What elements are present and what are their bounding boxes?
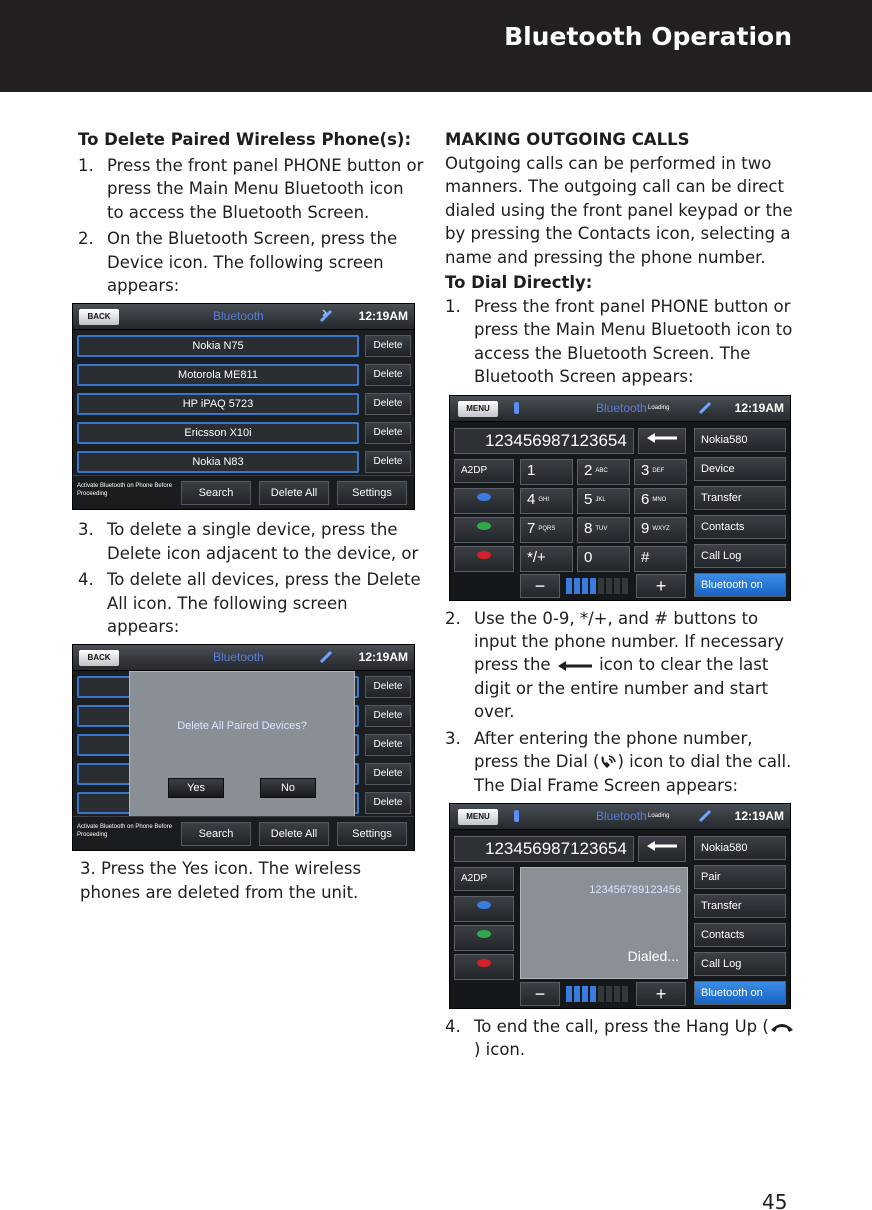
device-row[interactable]: Nokia N83 xyxy=(77,451,359,473)
bluetooth-wrench-icon xyxy=(317,307,335,325)
transfer-audio-icon xyxy=(474,489,494,505)
key-letters: GHI xyxy=(538,496,550,503)
back-button[interactable]: BACK xyxy=(79,309,119,325)
keypad-key[interactable] xyxy=(634,546,687,572)
side-button-nokia580[interactable]: Nokia580 xyxy=(694,836,786,860)
delete-button[interactable]: Delete xyxy=(365,676,411,698)
keypad-key[interactable] xyxy=(520,546,573,572)
volume-down-button[interactable]: − xyxy=(520,982,560,1006)
step-text: To delete all devices, press the Delete All icon. The following screen appears: xyxy=(107,570,421,637)
hang-up-icon xyxy=(474,955,494,971)
settings-button[interactable]: Settings xyxy=(337,822,407,846)
delete-heading: To Delete Paired Wireless Phone(s): xyxy=(78,130,412,149)
delete-button[interactable]: Delete xyxy=(365,792,411,814)
list-item xyxy=(78,568,424,638)
screen-title: Bluetooth xyxy=(213,650,264,665)
delete-steps-b xyxy=(78,518,424,638)
volume-up-button[interactable]: + xyxy=(636,982,686,1006)
delete-button[interactable]: Delete xyxy=(365,451,411,473)
side-button-transfer[interactable]: Transfer xyxy=(694,486,786,510)
volume-level-icon xyxy=(566,578,632,594)
device-row[interactable]: Nokia N75 xyxy=(77,335,359,357)
search-button[interactable]: Search xyxy=(181,481,251,505)
key-digit: */+ xyxy=(527,548,546,566)
backspace-button[interactable] xyxy=(638,428,686,454)
delete-button[interactable]: Delete xyxy=(365,422,411,444)
left-column xyxy=(78,128,424,904)
step-number: 3. xyxy=(445,728,461,748)
phone-number-field: 123456987123654 xyxy=(454,428,634,454)
backspace-arrow-icon xyxy=(645,432,679,444)
delete-button[interactable]: Delete xyxy=(365,364,411,386)
list-item xyxy=(78,154,424,224)
bluetooth-icon xyxy=(508,807,526,825)
keypad-key[interactable] xyxy=(634,459,687,485)
phone-status-bar xyxy=(450,396,790,422)
confirm-screen xyxy=(72,644,415,851)
keypad-key[interactable] xyxy=(634,488,687,514)
phone-number-field: 123456987123654 xyxy=(454,836,634,862)
activate-note: Activate Bluetooth on Phone Before Proceeding xyxy=(77,483,173,498)
delete-button[interactable]: Delete xyxy=(365,705,411,727)
clock: 12:19AM xyxy=(358,650,408,665)
key-digit: # xyxy=(641,548,650,566)
screen-title: Bluetooth xyxy=(596,400,647,415)
volume-bar xyxy=(566,578,632,594)
step-number: 2. xyxy=(445,608,461,628)
page-title: Bluetooth Operation xyxy=(504,22,792,51)
dial-phone-button[interactable] xyxy=(454,517,514,543)
dial-phone-icon xyxy=(474,518,494,534)
step-text: To delete a single device, press the Delete icon adjacent to the device, or xyxy=(107,520,419,563)
transfer-audio-icon xyxy=(474,897,494,913)
keypad-key[interactable] xyxy=(520,517,573,543)
key-digit: 9 xyxy=(641,519,650,537)
dial-status: Dialed... xyxy=(627,947,679,964)
delete-button[interactable]: Delete xyxy=(365,763,411,785)
key-letters: TUV xyxy=(595,525,608,532)
hang-up-icon xyxy=(474,547,494,563)
list-item xyxy=(445,727,795,797)
keypad-key[interactable] xyxy=(520,459,573,485)
dial-phone-button[interactable] xyxy=(454,925,514,951)
search-button[interactable]: Search xyxy=(181,822,251,846)
no-button[interactable]: No xyxy=(260,778,316,798)
dial-phone-icon xyxy=(599,754,617,771)
device-row[interactable]: Ericsson X10i xyxy=(77,422,359,444)
key-digit: 7 xyxy=(527,519,536,537)
bluetooth-wrench-icon xyxy=(696,399,714,417)
side-button-contacts[interactable]: Contacts xyxy=(694,923,786,947)
loading-label: Loading xyxy=(648,404,670,411)
hang-up-button[interactable] xyxy=(454,546,514,572)
dial-phone-icon xyxy=(474,926,494,942)
page-number: 45 xyxy=(762,1190,788,1210)
delete-steps-a xyxy=(78,154,424,297)
screen-title: Bluetooth xyxy=(596,808,647,823)
bluetooth-icon xyxy=(508,399,526,417)
key-digit: 2 xyxy=(584,461,593,479)
delete-button[interactable]: Delete xyxy=(365,393,411,415)
list-item xyxy=(445,1015,795,1062)
step-number: 2. xyxy=(78,229,94,249)
delete-button[interactable]: Delete xyxy=(365,335,411,357)
backspace-button[interactable] xyxy=(638,836,686,862)
delete-all-button[interactable]: Delete All xyxy=(259,481,329,505)
dialog-message: Delete All Paired Devices? xyxy=(177,720,307,733)
phone-screen xyxy=(449,395,791,601)
clock: 12:19AM xyxy=(358,309,408,324)
confirm-status-bar xyxy=(73,645,414,671)
device-footer xyxy=(73,475,414,509)
menu-button[interactable]: MENU xyxy=(458,809,498,825)
side-button-bluetooth-on[interactable]: Bluetooth on xyxy=(694,981,786,1005)
keypad-key[interactable] xyxy=(577,488,630,514)
key-digit: 3 xyxy=(641,461,650,479)
delete-step-yes: 3. Press the Yes icon. The wireless phones are deleted from the unit. xyxy=(80,859,362,902)
settings-button[interactable]: Settings xyxy=(337,481,407,505)
side-button-nokia580[interactable]: Nokia580 xyxy=(694,428,786,452)
delete-button[interactable]: Delete xyxy=(365,734,411,756)
right-column xyxy=(445,128,795,1065)
key-digit: 0 xyxy=(584,548,593,566)
side-button-device[interactable]: Device xyxy=(694,457,786,481)
side-button-call-log[interactable]: Call Log xyxy=(694,544,786,568)
step-number: 4. xyxy=(78,570,94,590)
key-digit: 6 xyxy=(641,490,650,508)
key-letters: JKL xyxy=(595,496,606,503)
step-number: 1. xyxy=(445,297,461,317)
side-button-transfer[interactable]: Transfer xyxy=(694,894,786,918)
activate-note: Activate Bluetooth on Phone Before Proceeding xyxy=(77,824,173,839)
backspace-arrow-icon xyxy=(556,660,594,672)
bluetooth-wrench-icon xyxy=(696,807,714,825)
clock: 12:19AM xyxy=(734,400,784,415)
key-digit: 1 xyxy=(527,461,536,479)
step-text: Press the front panel PHONE button or press the Main Menu Bluetooth icon to access the Bluetooth Screen. The Bluetooth Screen appears: xyxy=(474,297,793,387)
keypad-key[interactable] xyxy=(577,546,630,572)
a2dp-button[interactable]: A2DP xyxy=(454,867,514,891)
step-text: On the Bluetooth Screen, press the Device icon. The following screen appears: xyxy=(107,229,398,296)
dial-screen xyxy=(449,803,791,1009)
device-row[interactable]: HP iPAQ 5723 xyxy=(77,393,359,415)
side-button-pair[interactable]: Pair xyxy=(694,865,786,889)
confirm-dialog xyxy=(129,671,355,817)
key-digit: 4 xyxy=(527,490,536,508)
step-text: Press the front panel PHONE button or press the Main Menu Bluetooth icon to access the Bluetooth Screen. xyxy=(107,156,424,222)
keypad-key[interactable] xyxy=(634,517,687,543)
key-letters: ABC xyxy=(595,467,608,474)
transfer-audio-button[interactable] xyxy=(454,488,514,514)
menu-button[interactable]: MENU xyxy=(458,401,498,417)
list-item xyxy=(445,607,795,724)
side-button-contacts[interactable]: Contacts xyxy=(694,515,786,539)
step-text: ) icon. xyxy=(474,1040,526,1060)
outgoing-intro: Outgoing calls can be performed in two manners. The outgoing call can be direct dialed using the front panel keypad or the by pressing the Contacts icon, selecting a name and pressing the phone number. xyxy=(445,154,793,267)
list-item xyxy=(78,518,424,565)
volume-up-button[interactable]: + xyxy=(636,574,686,598)
back-button[interactable]: BACK xyxy=(79,650,119,666)
key-letters: MNO xyxy=(652,496,667,503)
step-text: To end the call, press the Hang Up ( xyxy=(474,1016,769,1036)
keypad-key[interactable] xyxy=(577,517,630,543)
key-digit: 5 xyxy=(584,490,593,508)
dial-status-bar xyxy=(450,804,790,830)
screen-title: Bluetooth xyxy=(213,309,264,324)
dial-steps-3 xyxy=(445,1015,795,1062)
backspace-arrow-icon xyxy=(645,840,679,852)
key-letters: WXYZ xyxy=(652,525,670,532)
delete-all-button[interactable]: Delete All xyxy=(259,822,329,846)
step-text: After entering the phone number, press the Dial ( xyxy=(474,728,753,772)
confirm-footer xyxy=(73,816,414,850)
transfer-audio-button[interactable] xyxy=(454,896,514,922)
step-number: 4. xyxy=(445,1016,461,1036)
keypad-key[interactable] xyxy=(577,459,630,485)
list-item xyxy=(78,227,424,297)
yes-button[interactable]: Yes xyxy=(168,778,224,798)
dial-steps-2 xyxy=(445,607,795,797)
side-button-call-log[interactable]: Call Log xyxy=(694,952,786,976)
step-text: icon to clear the last digit or the entire number and start over. xyxy=(474,655,769,722)
key-letters: PQRS xyxy=(538,525,556,532)
step-number: 1. xyxy=(78,156,94,175)
volume-level-icon xyxy=(566,986,632,1002)
dial-steps-1 xyxy=(445,295,795,389)
step-text: Use the 0-9, */+, and # buttons to input the phone number. If necessary press the xyxy=(474,608,784,675)
dialed-panel xyxy=(520,867,688,979)
key-letters: DEF xyxy=(652,467,665,474)
hang-up-button[interactable] xyxy=(454,954,514,980)
outgoing-heading: MAKING OUTGOING CALLS xyxy=(445,130,690,149)
dial-directly-heading: To Dial Directly: xyxy=(445,273,593,293)
clock: 12:19AM xyxy=(734,808,784,823)
page-header xyxy=(0,0,872,92)
bluetooth-wrench-icon xyxy=(317,648,335,666)
keypad-key[interactable] xyxy=(520,488,573,514)
volume-down-button[interactable]: − xyxy=(520,574,560,598)
list-item xyxy=(445,295,795,389)
hang-up-icon xyxy=(769,1021,795,1033)
volume-bar xyxy=(566,986,632,1002)
step-number: 3. xyxy=(78,520,94,540)
device-status-bar xyxy=(73,304,414,330)
step-text: ) icon to dial the call. The Dial Frame Screen appears: xyxy=(474,752,792,795)
loading-label: Loading xyxy=(648,812,670,819)
dialed-number: 123456789123456 xyxy=(589,883,681,896)
a2dp-button[interactable]: A2DP xyxy=(454,459,514,483)
device-screen xyxy=(72,303,415,510)
side-button-bluetooth-on[interactable]: Bluetooth on xyxy=(694,573,786,597)
device-row[interactable]: Motorola ME811 xyxy=(77,364,359,386)
key-digit: 8 xyxy=(584,519,593,537)
